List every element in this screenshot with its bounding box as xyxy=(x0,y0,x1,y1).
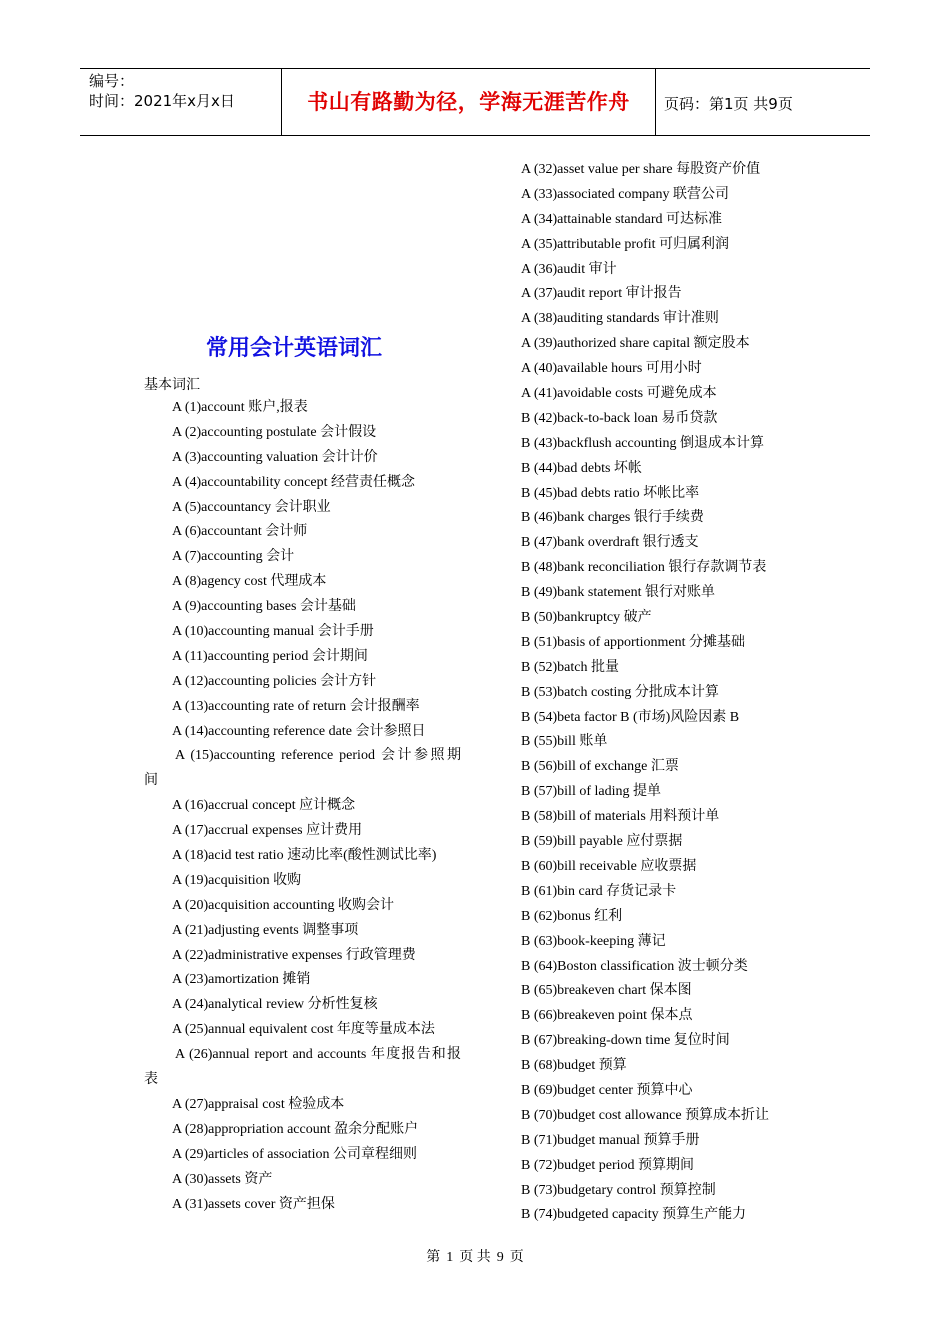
glossary-entry: A (39)authorized share capital 额定股本 xyxy=(521,336,750,352)
glossary-entry: A (19)acquisition 收购 xyxy=(172,872,302,888)
glossary-entry: A (29)articles of association 公司章程细则 xyxy=(172,1146,417,1162)
glossary-entry: A (11)accounting period 会计期间 xyxy=(172,648,368,664)
glossary-entry: B (42)back-to-back loan 易币贷款 xyxy=(521,410,718,426)
glossary-entry: B (49)bank statement 银行对账单 xyxy=(521,585,716,601)
glossary-entry: B (55)bill 账单 xyxy=(521,734,608,750)
glossary-entry: A (33)associated company 联营公司 xyxy=(521,186,730,202)
glossary-entry: A (17)accrual expenses 应计费用 xyxy=(172,823,363,839)
glossary-entry: B (57)bill of lading 提单 xyxy=(521,784,661,800)
glossary-entry: A (35)attributable profit 可归属利润 xyxy=(521,236,730,252)
glossary-entry: B (52)batch 批量 xyxy=(521,659,619,675)
glossary-entry: A (34)attainable standard 可达标准 xyxy=(521,211,723,227)
glossary-entry: A (18)acid test ratio 速动比率(酸性测试比率) xyxy=(172,848,437,864)
glossary-entry: B (58)bill of materials 用料预计单 xyxy=(521,809,720,825)
glossary-entry: B (68)budget 预算 xyxy=(521,1058,627,1074)
page-header xyxy=(80,68,870,136)
document-number-label: 编号： xyxy=(89,72,135,90)
glossary-entry: A (6)accountant 会计师 xyxy=(172,524,308,540)
document-title: 常用会计英语词汇 xyxy=(206,336,383,361)
glossary-entry: B (66)breakeven point 保本点 xyxy=(521,1008,693,1024)
glossary-entry: A (26)annual report and accounts 年度报告和报 xyxy=(175,1047,461,1063)
glossary-entry: A (3)accounting valuation 会计计价 xyxy=(172,449,378,465)
glossary-entry: A (37)audit report 审计报告 xyxy=(521,286,682,302)
glossary-entry: A (7)accounting 会计 xyxy=(172,549,295,565)
glossary-entry: A (2)accounting postulate 会计假设 xyxy=(172,424,377,440)
glossary-entry: A (9)accounting bases 会计基础 xyxy=(172,599,356,615)
glossary-entry: A (38)auditing standards 审计准则 xyxy=(521,311,719,327)
glossary-entry: A (31)assets cover 资产担保 xyxy=(172,1196,335,1212)
glossary-entry: A (5)accountancy 会计职业 xyxy=(172,499,331,515)
glossary-entry: B (43)backflush accounting 倒退成本计算 xyxy=(521,435,765,451)
glossary-entry: B (60)bill receivable 应收票据 xyxy=(521,858,697,874)
glossary-entry: B (71)budget manual 预算手册 xyxy=(521,1132,700,1148)
glossary-entry: A (20)acquisition accounting 收购会计 xyxy=(172,897,395,913)
glossary-entry: B (64)Boston classification 波士顿分类 xyxy=(521,958,748,974)
glossary-entry: B (59)bill payable 应付票据 xyxy=(521,834,683,850)
glossary-entry: A (30)assets 资产 xyxy=(172,1171,273,1187)
glossary-entry: B (56)bill of exchange 汇票 xyxy=(521,759,679,775)
glossary-entry: A (13)accounting rate of return 会计报酬率 xyxy=(172,698,420,714)
glossary-entry: B (45)bad debts ratio 坏帐比率 xyxy=(521,485,700,501)
glossary-entry: A (32)asset value per share 每股资产价值 xyxy=(521,162,761,177)
header-page-label: 页码：第1页 共9页 xyxy=(664,95,793,113)
glossary-entry: B (51)basis of apportionment 分摊基础 xyxy=(521,634,745,650)
glossary-entry: A (28)appropriation account 盈余分配账户 xyxy=(172,1121,419,1137)
glossary-column-right xyxy=(521,158,821,1228)
glossary-entry: B (74)budgeted capacity 预算生产能力 xyxy=(521,1207,747,1223)
glossary-entry: A (27)appraisal cost 检验成本 xyxy=(172,1096,345,1112)
glossary-entry: B (69)budget center 预算中心 xyxy=(521,1082,693,1098)
glossary-entry: B (72)budget period 预算期间 xyxy=(521,1157,695,1173)
glossary-entry: A (23)amortization 摊销 xyxy=(172,972,311,988)
glossary-entry: 表 xyxy=(144,1072,158,1088)
glossary-entry: A (8)agency cost 代理成本 xyxy=(172,574,327,590)
glossary-entry: A (24)analytical review 分析性复核 xyxy=(172,997,378,1013)
header-meta xyxy=(80,69,282,135)
glossary-entry: B (63)book-keeping 薄记 xyxy=(521,933,666,949)
glossary-entry: A (1)account 账户,报表 xyxy=(172,400,308,415)
glossary-entry: B (65)breakeven chart 保本图 xyxy=(521,983,692,999)
glossary-entry: A (16)accrual concept 应计概念 xyxy=(172,798,356,814)
footer-suffix: 页 xyxy=(509,1250,524,1265)
header-page-cell xyxy=(656,69,870,135)
glossary-entry: B (47)bank overdraft 银行透支 xyxy=(521,535,699,551)
glossary-entry: B (48)bank reconciliation 银行存款调节表 xyxy=(521,560,767,576)
glossary-entry: B (54)beta factor B (市场)风险因素 B xyxy=(521,709,740,725)
glossary-entry: A (10)accounting manual 会计手册 xyxy=(172,624,374,640)
glossary-entry: B (53)batch costing 分批成本计算 xyxy=(521,684,719,700)
header-motto: 书山有路勤为径，学海无涯苦作舟 xyxy=(307,90,630,114)
glossary-entry: A (15)accounting reference period 会计参照期 xyxy=(175,748,461,764)
header-motto-cell xyxy=(282,69,656,135)
glossary-entry: B (70)budget cost allowance 预算成本折让 xyxy=(521,1107,770,1123)
glossary-entry: A (25)annual equivalent cost 年度等量成本法 xyxy=(172,1022,435,1038)
glossary-entry: A (22)administrative expenses 行政管理费 xyxy=(172,947,416,963)
glossary-entry: 间 xyxy=(144,773,158,789)
glossary-entry: A (36)audit 审计 xyxy=(521,261,617,277)
footer-total-pages: 9 xyxy=(496,1250,504,1265)
page-footer xyxy=(0,1246,950,1266)
glossary-entry: B (46)bank charges 银行手续费 xyxy=(521,510,704,526)
footer-page-number: 1 xyxy=(446,1250,454,1265)
glossary-entry: B (73)budgetary control 预算控制 xyxy=(521,1182,716,1198)
glossary-entry: A (41)avoidable costs 可避免成本 xyxy=(521,386,717,402)
glossary-entry: B (62)bonus 红利 xyxy=(521,908,623,924)
glossary-entry: B (67)breaking-down time 复位时间 xyxy=(521,1033,730,1049)
glossary-entry: A (40)available hours 可用小时 xyxy=(521,361,702,377)
glossary-entry: A (21)adjusting events 调整事项 xyxy=(172,922,359,938)
glossary-entry: B (61)bin card 存货记录卡 xyxy=(521,883,677,899)
glossary-entry: B (50)bankruptcy 破产 xyxy=(521,610,652,626)
glossary-entry: B (44)bad debts 坏帐 xyxy=(521,460,642,476)
glossary-entry: A (12)accounting policies 会计方针 xyxy=(172,673,377,689)
glossary-entry: A (14)accounting reference date 会计参照日 xyxy=(172,723,426,739)
glossary-entry: A (4)accountability concept 经营责任概念 xyxy=(172,474,415,490)
document-date-label: 时间：2021年x月x日 xyxy=(89,92,235,110)
section-heading: 基本词汇 xyxy=(144,378,200,393)
glossary-column-left xyxy=(144,396,462,1217)
footer-mid: 页 共 xyxy=(459,1250,491,1265)
footer-prefix: 第 xyxy=(426,1250,441,1265)
